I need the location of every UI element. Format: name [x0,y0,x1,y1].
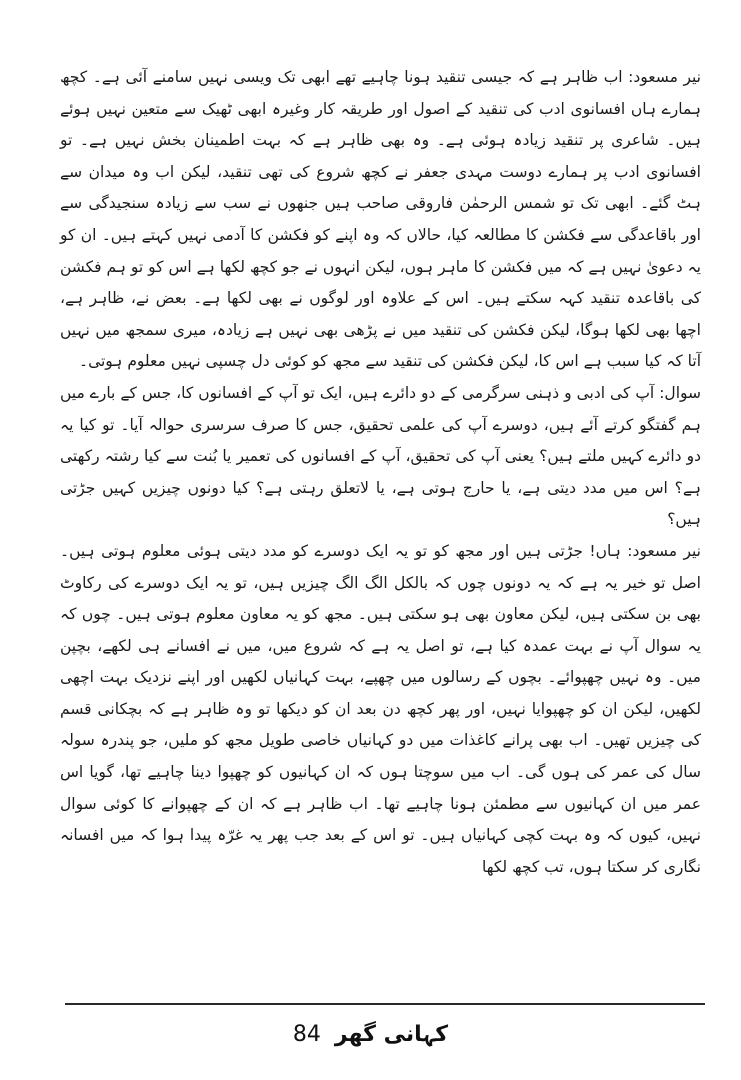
page-footer [0,1014,741,1054]
paragraph-answer-research: نیر مسعود: ہاں! جڑتی ہیں اور مجھ کو تو یہ ایک دوسرے کو مدد دیتی ہوئی معلوم ہوتی ہیں۔ اصل تو خیر یہ ہے کہ یہ دونوں چوں کہ بالکل الگ الگ چیزیں ہیں، تو یہ ایک دوسرے کی رکاوٹ بھی بن سکتی ہیں، لیکن معاون بھی ہو سکتی ہیں۔ مجھ کو یہ معاون معلوم ہوتی ہیں۔ چوں کہ یہ سوال آپ نے بہت عمدہ کیا ہے، تو اصل یہ ہے کہ شروع میں، میں نے افسانے ہی لکھے، بچپن میں۔ وہ نہیں چھپوائے۔ بچوں کے رسالوں میں چھپے، بہت کہانیاں لکھیں اور اپنے نزدیک بہت اچھی لکھیں، لیکن ان کو چھپوایا نہیں، اور پھر کچھ دن بعد ان کو دیکھا تو وہ ظاہر ہے کہ بچکانی قسم کی چیزیں تھیں۔ اب بھی پرانے کاغذات میں دو کہانیاں خاصی طویل مجھ کو ملیں، جو پندرہ سولہ سال کی عمر کی ہوں گی۔ اب میں سوچتا ہوں کہ ان کہانیوں کو چھپوا دینا چاہیے تھا، گویا اس عمر میں ان کہانیوں سے مطمئن ہونا چاہیے تھا۔ اب ظاہر ہے کہ ان کے چھپوانے کا کوئی سوال نہیں، کیوں کہ وہ بہت کچی کہانیاں ہیں۔ تو اس کے بعد جب پھر یہ غرّہ پیدا ہوا کہ میں افسانہ نگاری کر سکتا ہوں، تب کچھ لکھا [60,541,701,876]
book-title: کہانی گھر [334,1021,449,1047]
page-number: 84 [292,1021,321,1047]
paragraph-question-research: سوال: آپ کی ادبی و ذہنی سرگرمی کے دو دائرے ہیں، ایک تو آپ کے افسانوں کا، جس کے بارے میں ہم گفتگو کرتے آئے ہیں، دوسرے آپ کی علمی تحقیق، جس کا صرف سرسری حوالہ آیا۔ تو کیا یہ دو دائرے کہیں ملتے ہیں؟ یعنی آپ کی تحقیق، آپ کے افسانوں کی تعمیر یا بُنت سے کیا رشتہ رکھتی ہے؟ اس میں مدد دیتی ہے، یا حارج ہوتی ہے، یا لاتعلق رہتی ہے؟ کیا دونوں چیزیں کہیں جڑتی ہیں؟ [60,383,701,529]
footer-divider [65,1003,705,1005]
paragraph-answer-criticism: نیر مسعود: اب ظاہر ہے کہ جیسی تنقید ہونا چاہیے تھے ابھی تک ویسی نہیں سامنے آئی ہے۔ کچھ ہمارے ہاں افسانوی ادب کی تنقید کے اصول اور طریقہ کار وغیرہ ابھی ٹھیک سے متعین نہیں ہوئے ہیں۔ شاعری پر تنقید زیادہ ہوئی ہے۔ وہ بھی ظاہر ہے کہ بہت اطمینان بخش نہیں ہے۔ تو افسانوی ادب پر ہمارے دوست مہدی جعفر نے کچھ شروع کی تھی تنقید، لیکن اب وہ میدان سے ہٹ گئے۔ ابھی تک تو شمس الرحمٰن فاروقی صاحب ہیں جنھوں نے سب سے زیادہ سنجیدگی سے اور باقاعدگی سے فکشن کا مطالعہ کیا، حالاں کہ وہ اپنے کو فکشن کا آدمی نہیں کہتے ہیں۔ ان کو یہ دعویٰ نہیں ہے کہ میں فکشن کا ماہر ہوں، لیکن انہوں نے جو کچھ لکھا ہے اس کو تو ہم فکشن کی باقاعدہ تنقید کہہ سکتے ہیں۔ اس کے علاوہ اور لوگوں نے بھی لکھا ہے۔ بعض نے، ظاہر ہے، اچھا بھی لکھا ہوگا، لیکن فکشن کی تنقید میں نے پڑھی بھی نہیں ہے زیادہ، میری سمجھ میں نہیں آتا کہ کیا سبب ہے اس کا، لیکن فکشن کی تنقید سے مجھ کو کوئی دل چسپی نہیں معلوم ہوتی۔ [60,68,701,371]
body-text [60,62,701,883]
